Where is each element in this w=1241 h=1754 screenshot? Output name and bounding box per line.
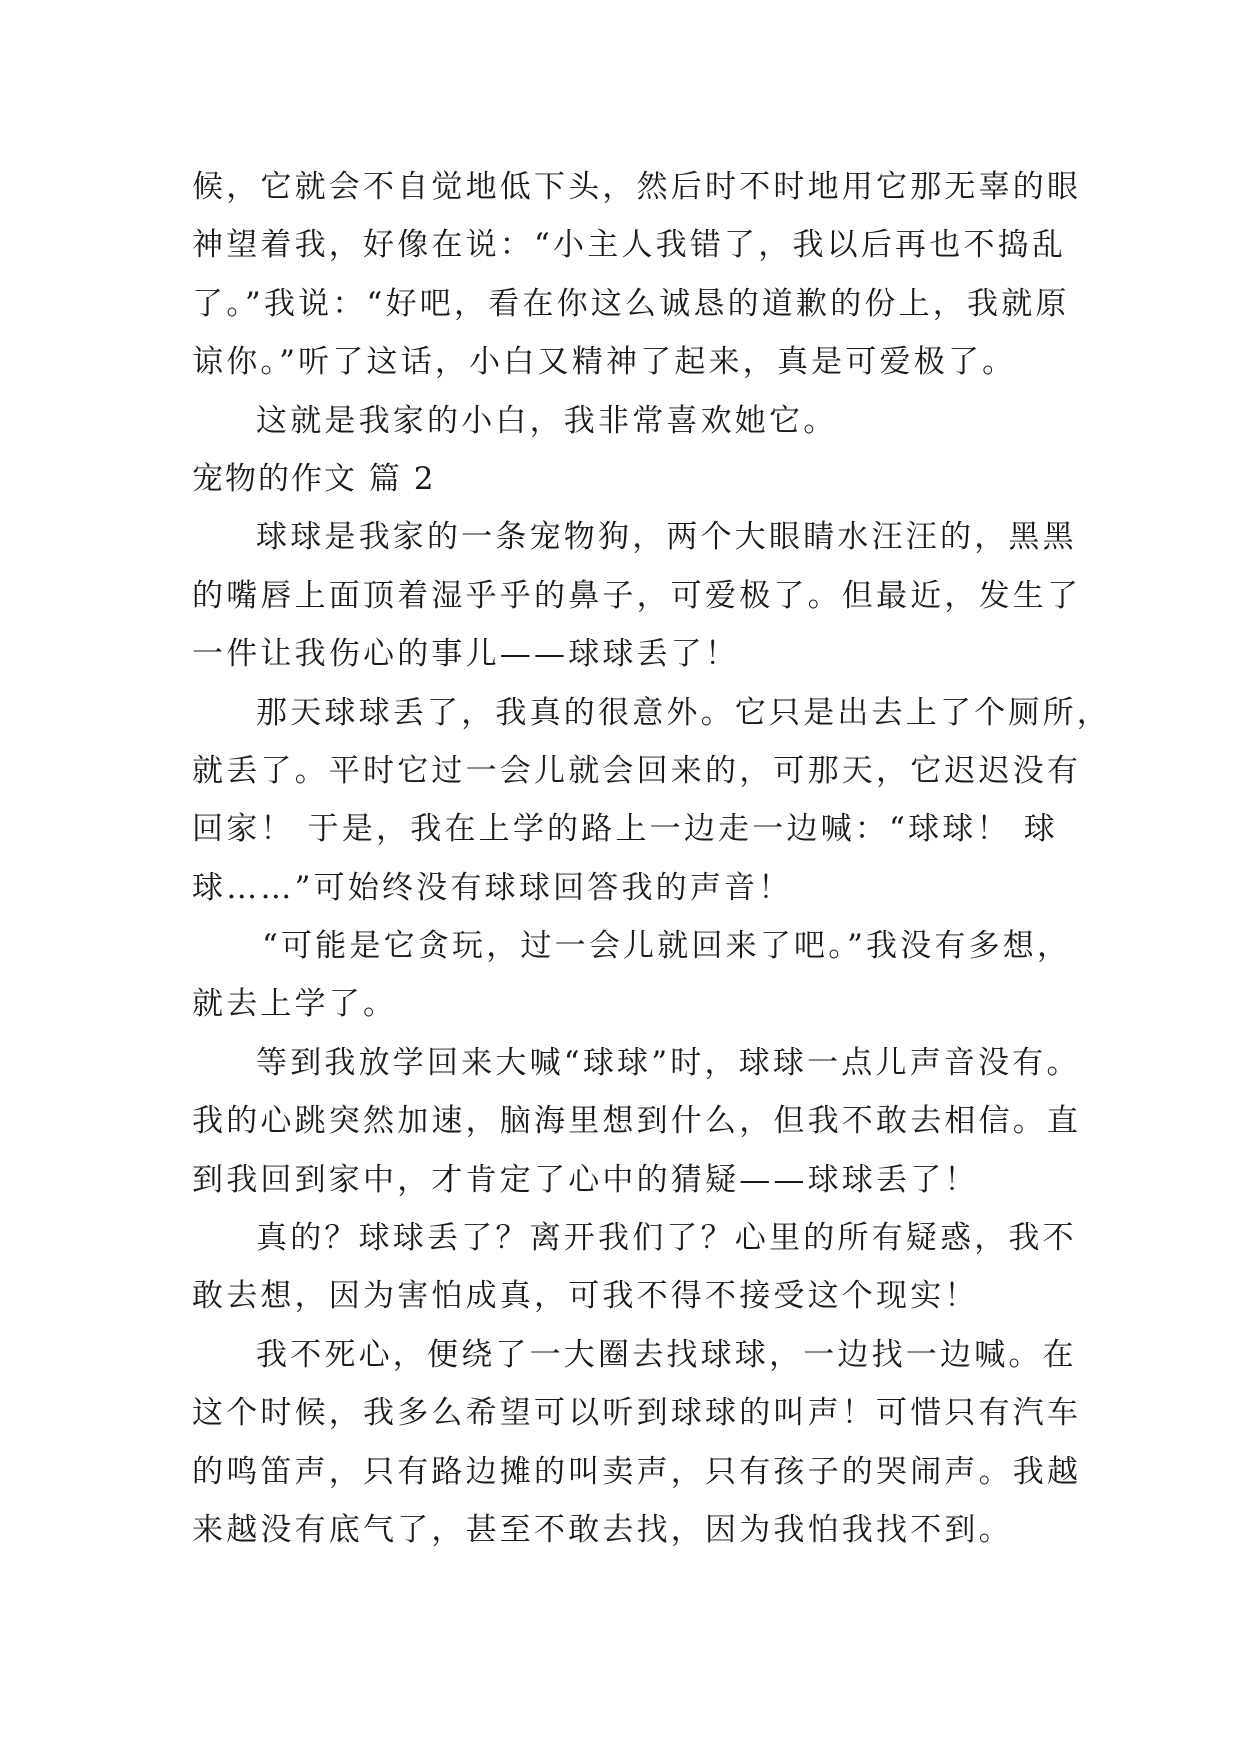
text-line: 就丢了。平时它过一会儿就会回来的，可那天，它迟迟没有 [192, 752, 1082, 789]
paragraph-start-line: 这就是我家的小白，我非常喜欢她它。 [256, 402, 838, 439]
section-heading: 宠物的作文 篇 2 [192, 460, 436, 497]
paragraph-start-line: 那天球球丢了，我真的很意外。它只是出去上了个厕所， [256, 694, 1111, 731]
text-line: 我的心跳突然加速，脑海里想到什么，但我不敢去相信。直 [192, 1103, 1082, 1140]
text-line: 到我回到家中，才肯定了心中的猜疑——球球丢了！ [192, 1161, 979, 1198]
text-line: 的鸣笛声，只有路边摊的叫卖声，只有孩子的哭闹声。我越 [192, 1453, 1082, 1490]
paragraph-start-line: 我不死心，便绕了一大圈去找球球，一边找一边喊。在 [256, 1336, 1077, 1373]
text-line: 这个时候，我多么希望可以听到球球的叫声！可惜只有汽车 [192, 1395, 1082, 1432]
paragraph-start-line: 真的？球球丢了？离开我们了？心里的所有疑惑，我不 [256, 1220, 1077, 1257]
paragraph-start-line: “可能是它贪玩，过一会儿就回来了吧。”我没有多想， [262, 928, 1072, 965]
text-line: 了。”我说：“好吧，看在你这么诚恳的道歉的份上，我就原 [192, 285, 1070, 322]
paragraph-start-line: 等到我放学回来大喊“球球”时，球球一点儿声音没有。 [256, 1044, 1081, 1081]
text-line: 候，它就会不自觉地低下头，然后时不时地用它那无辜的眼 [192, 169, 1082, 205]
text-line: 敢去想，因为害怕成真，可我不得不接受这个现实！ [192, 1278, 979, 1315]
text-line: 谅你。”听了这话，小白又精神了起来，真是可爱极了。 [192, 344, 1017, 381]
text-line: 就去上学了。 [192, 986, 398, 1023]
text-line: 来越没有底气了，甚至不敢去找，因为我怕我找不到。 [192, 1511, 1013, 1548]
document-page [192, 158, 1111, 1559]
text-line: 回家！ 于是，我在上学的路上一边走一边喊：“球球！ 球 [192, 811, 1058, 848]
paragraph-start-line: 球球是我家的一条宠物狗，两个大眼睛水汪汪的，黑黑 [256, 519, 1077, 556]
text-line: 神望着我，好像在说：“小主人我错了，我以后再也不捣乱 [192, 227, 1067, 264]
text-line: 一件让我伤心的事儿——球球丢了！ [192, 636, 740, 673]
text-line: 的嘴唇上面顶着湿乎乎的鼻子，可爱极了。但最近，发生了 [192, 577, 1082, 614]
text-line: 球……”可始终没有球球回答我的声音！ [192, 869, 793, 906]
